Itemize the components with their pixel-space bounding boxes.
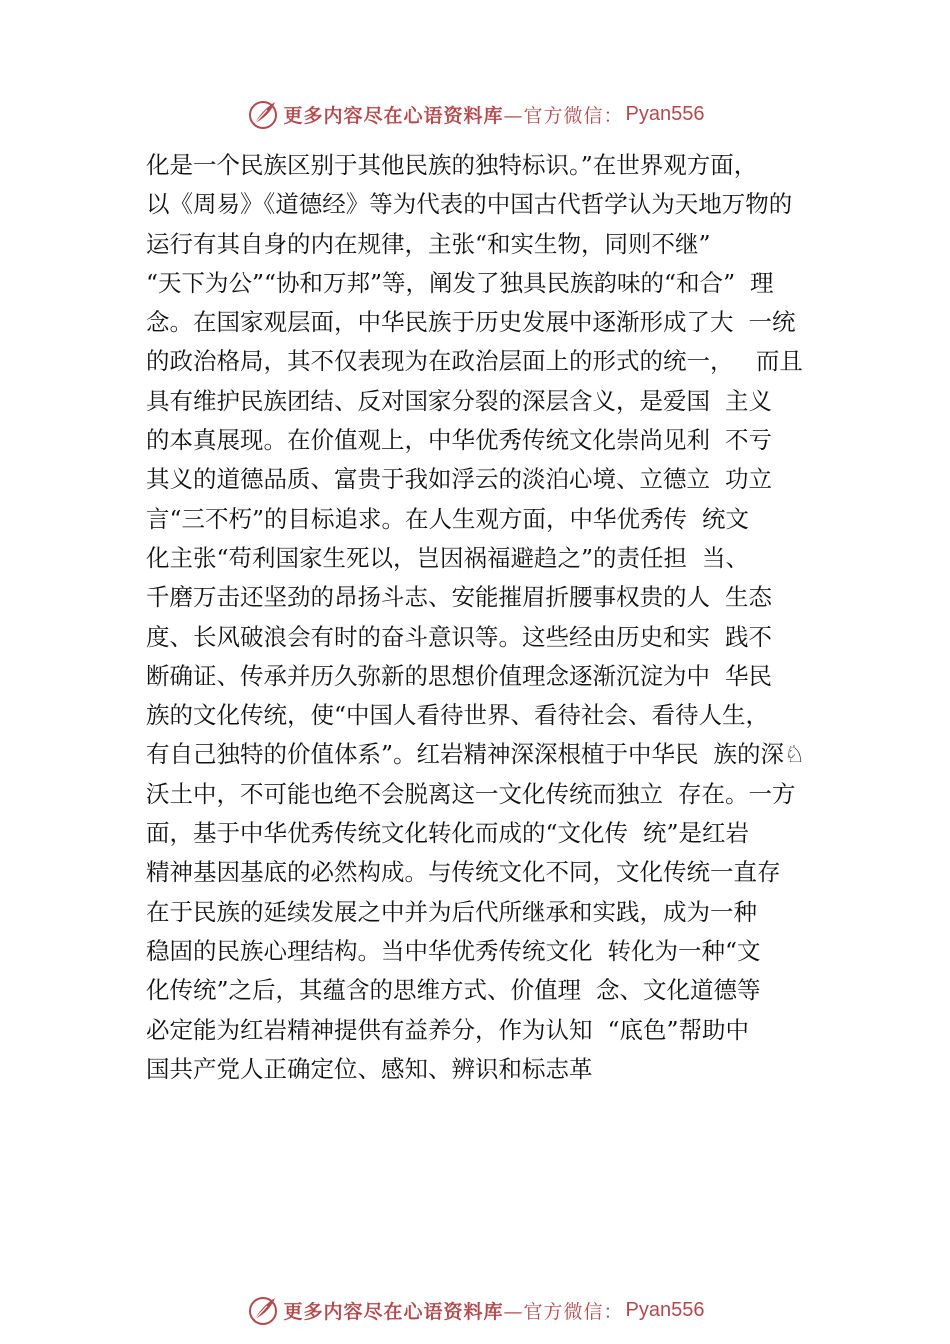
body-line: 精神基因基底的必然构成。与传统文化不同，文化传统一直存 [146, 858, 781, 887]
watermark-brand: 更多内容尽在心语资料库 [283, 104, 504, 127]
body-line: 化传统”之后，其蕴含的思维方式、价值理 念、文化道德等 [146, 976, 761, 1005]
body-line: “天下为公”“协和万邦”等，阐发了独具民族韵味的“和合” 理 [146, 268, 774, 297]
watermark-brand: 更多内容尽在心语资料库 [283, 1300, 504, 1323]
body-line: 的本真展现。在价值观上，中华优秀传统文化崇尚见利 不亏 [146, 426, 772, 455]
footer-watermark [0, 1290, 950, 1330]
body-line: 其义的道德品质、富贵于我如浮云的淡泊心境、立德立 功立 [146, 465, 772, 494]
body-line: 化主张“苟利国家生死以，岂因祸福避趋之”的责任担 当、 [146, 543, 749, 572]
header-watermark [0, 94, 950, 134]
body-line: 在于民族的延续发展之中并为后代所继承和实践，成为一种 [146, 897, 757, 926]
body-line: 族的文化传统，使“中国人看待世界、看待社会、看待人生， [146, 701, 770, 730]
document-body [146, 146, 846, 1089]
body-line: 沃土中，不可能也绝不会脱离这一文化传统而独立 存在。一方 [146, 779, 796, 808]
body-line: 国共产党人正确定位、感知、辨识和标志革 [146, 1054, 593, 1083]
body-line: 具有维护民族团结、反对国家分裂的深层含义，是爱国 主义 [146, 386, 772, 415]
quill-logo-icon [246, 97, 280, 131]
body-line: 必定能为红岩精神提供有益养分，作为认知 “底色”帮助中 [146, 1015, 749, 1044]
body-line: 有自己独特的价值体系”。红岩精神深深根植于中华民 族的深♘ [146, 740, 806, 769]
watermark-official: —官方微信： [503, 1300, 624, 1323]
body-line: 化是一个民族区别于其他民族的独特标识。”在世界观方面， [146, 151, 758, 179]
watermark-official: —官方微信： [503, 104, 624, 127]
body-line: 面，基于中华优秀传统文化转化而成的“文化传 统”是红岩 [146, 819, 749, 848]
body-line: 断确证、传承并历久弥新的思想价值理念逐渐沉淀为中 华民 [146, 661, 772, 690]
quill-logo-icon [246, 1293, 280, 1327]
body-line: 以《周易》《道德经》等为代表的中国古代哲学认为天地万物的 [146, 190, 793, 219]
watermark-account: Pyan556 [625, 102, 705, 125]
watermark-account: Pyan556 [625, 1298, 705, 1321]
body-line: 念。在国家观层面，中华民族于历史发展中逐渐形成了大 一统 [146, 308, 796, 337]
body-line: 运行有其自身的内在规律，主张“和实生物，同则不继” [146, 229, 711, 258]
body-line: 度、长风破浪会有时的奋斗意识等。这些经由历史和实 践不 [146, 622, 772, 651]
body-line: 的政治格局，其不仅表现为在政治层面上的形式的统一， 而且 [146, 347, 803, 376]
body-line: 言“三不朽”的目标追求。在人生观方面，中华优秀传 统文 [146, 504, 749, 533]
body-line: 千磨万击还坚劲的昂扬斗志、安能摧眉折腰事权贵的人 生态 [146, 583, 772, 612]
body-line: 稳固的民族心理结构。当中华优秀传统文化 转化为一种“文 [146, 936, 761, 965]
